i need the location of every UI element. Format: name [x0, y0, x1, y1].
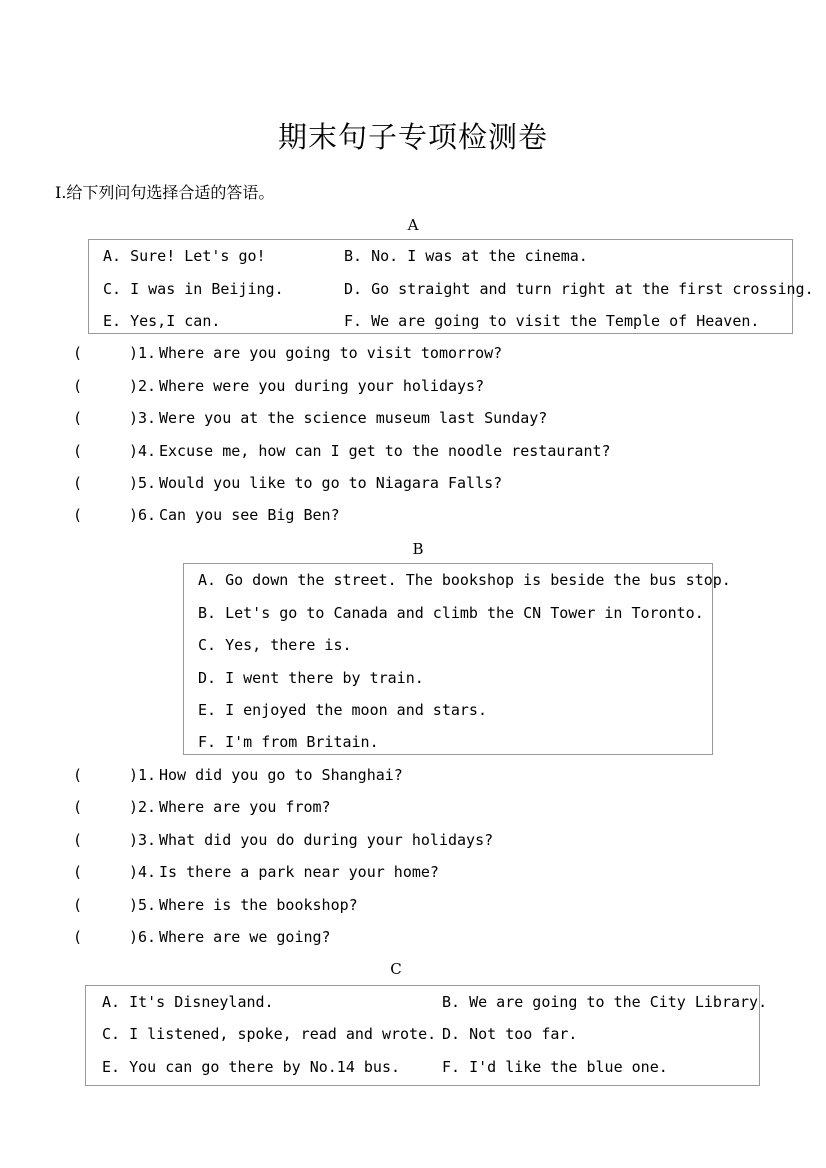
answer-blank[interactable]: (	[73, 766, 83, 784]
group-c-option: A. It's Disneyland.	[102, 993, 274, 1011]
group-b-label: B	[412, 540, 424, 558]
question-text: Would you like to go to Niagara Falls?	[159, 474, 503, 492]
question-text: Excuse me, how can I get to the noodle restaurant?	[159, 442, 611, 460]
question-row	[73, 831, 493, 849]
question-number: )4.	[129, 442, 157, 460]
question-row	[73, 442, 611, 460]
question-row	[73, 409, 547, 427]
group-b-option: D. I went there by train.	[198, 669, 424, 687]
group-a-option: B. No. I was at the cinema.	[344, 247, 588, 265]
question-text: Where are you from?	[159, 798, 331, 816]
question-text: Can you see Big Ben?	[159, 506, 340, 524]
group-a-label: A	[407, 216, 419, 234]
question-row	[73, 896, 358, 914]
group-c-option: C. I listened, spoke, read and wrote.	[102, 1025, 437, 1043]
question-number: )6.	[129, 506, 157, 524]
section-heading: Ⅰ.给下列问句选择合适的答语。	[55, 183, 275, 202]
question-row	[73, 863, 439, 881]
group-c-option: D. Not too far.	[442, 1025, 578, 1043]
page-title: 期末句子专项检测卷	[277, 120, 548, 154]
question-text: How did you go to Shanghai?	[159, 766, 403, 784]
question-number: )5.	[129, 896, 157, 914]
group-b-option: A. Go down the street. The bookshop is beside the bus stop.	[198, 571, 731, 589]
group-b-option: B. Let's go to Canada and climb the CN Tower in Toronto.	[198, 604, 704, 622]
question-number: )1.	[129, 344, 157, 362]
question-row	[73, 766, 403, 784]
answer-blank[interactable]: (	[73, 831, 83, 849]
group-a-option: C. I was in Beijing.	[103, 280, 284, 298]
group-c-option: E. You can go there by No.14 bus.	[102, 1058, 401, 1076]
question-number: )6.	[129, 928, 157, 946]
question-text: Where are you going to visit tomorrow?	[159, 344, 503, 362]
question-text: Where are we going?	[159, 928, 331, 946]
answer-blank[interactable]: (	[73, 506, 83, 524]
group-a-option: A. Sure! Let's go!	[103, 247, 266, 265]
group-c-option: F. I'd like the blue one.	[442, 1058, 668, 1076]
question-row	[73, 377, 484, 395]
question-text: Is there a park near your home?	[159, 863, 439, 881]
question-number: )3.	[129, 831, 157, 849]
question-number: )2.	[129, 798, 157, 816]
group-a-option: D. Go straight and turn right at the first crossing.	[344, 280, 814, 298]
group-b-options-box	[183, 563, 713, 755]
answer-blank[interactable]: (	[73, 474, 83, 492]
question-row	[73, 474, 502, 492]
group-b-option: F. I'm from Britain.	[198, 733, 379, 751]
question-row	[73, 344, 502, 362]
question-number: )2.	[129, 377, 157, 395]
answer-blank[interactable]: (	[73, 863, 83, 881]
question-text: Were you at the science museum last Sunday?	[159, 409, 548, 427]
answer-blank[interactable]: (	[73, 377, 83, 395]
question-number: )3.	[129, 409, 157, 427]
group-b-option: C. Yes, there is.	[198, 636, 352, 654]
question-number: )4.	[129, 863, 157, 881]
answer-blank[interactable]: (	[73, 409, 83, 427]
group-c-label: C	[390, 960, 402, 978]
question-row	[73, 928, 331, 946]
question-row	[73, 506, 340, 524]
question-number: )1.	[129, 766, 157, 784]
answer-blank[interactable]: (	[73, 344, 83, 362]
question-number: )5.	[129, 474, 157, 492]
question-row	[73, 798, 331, 816]
group-c-option: B. We are going to the City Library.	[442, 993, 768, 1011]
group-a-option: F. We are going to visit the Temple of Heaven.	[344, 312, 760, 330]
group-a-option: E. Yes,I can.	[103, 312, 221, 330]
question-text: What did you do during your holidays?	[159, 831, 494, 849]
group-b-option: E. I enjoyed the moon and stars.	[198, 701, 487, 719]
answer-blank[interactable]: (	[73, 896, 83, 914]
answer-blank[interactable]: (	[73, 442, 83, 460]
answer-blank[interactable]: (	[73, 928, 83, 946]
question-text: Where were you during your holidays?	[159, 377, 485, 395]
answer-blank[interactable]: (	[73, 798, 83, 816]
question-text: Where is the bookshop?	[159, 896, 358, 914]
